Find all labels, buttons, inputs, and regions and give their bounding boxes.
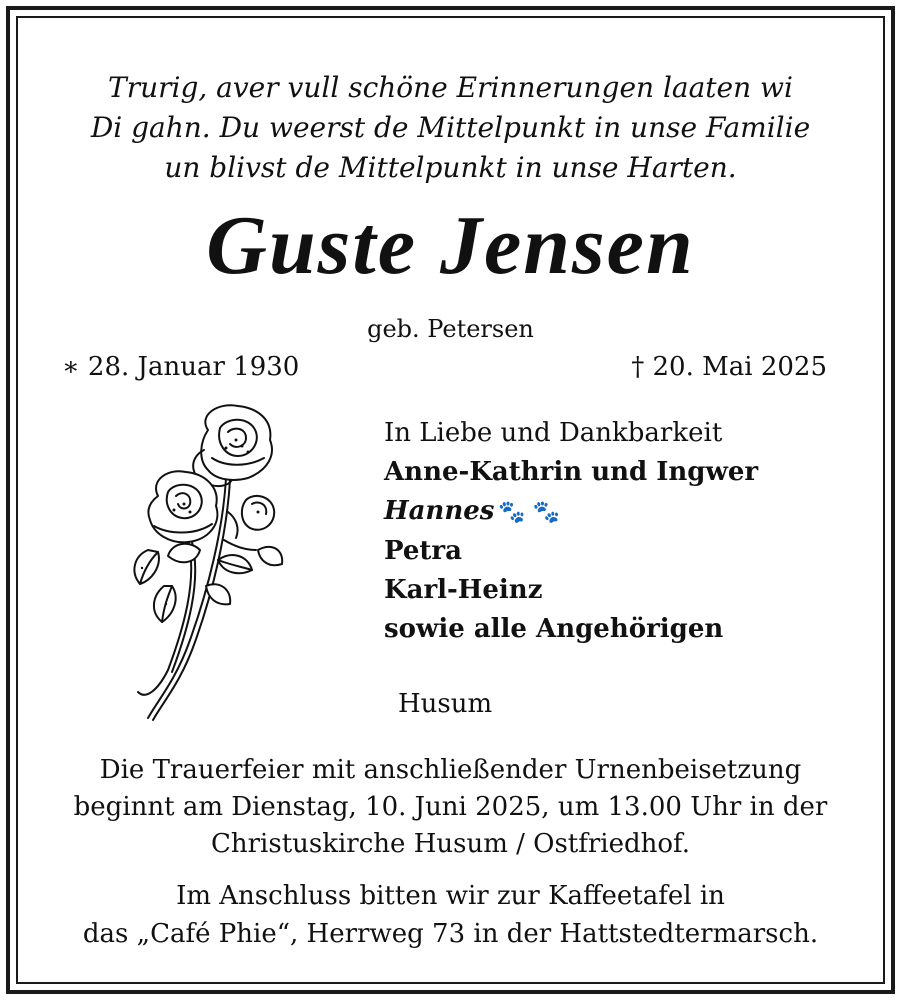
intro-verse	[0, 68, 901, 188]
paw-prints-icon: 🐾 🐾	[498, 500, 561, 525]
service-line: Die Trauerfeier mit anschließender Urnenbeisetzung	[99, 755, 802, 785]
maiden-name: geb. Petersen	[367, 315, 534, 343]
service-line: beginnt am Dienstag, 10. Juni 2025, um 13.00 Uhr in der	[73, 792, 828, 822]
place: Husum	[398, 689, 493, 719]
intro-line: Trurig, aver vull schöne Erinnerungen laaten wi	[108, 71, 793, 104]
mourner-line: Anne-Kathrin und Ingwer	[384, 457, 759, 487]
mourners-list	[384, 414, 758, 649]
mourner-line: sowie alle Angehörigen	[384, 614, 724, 644]
reception-line: das „Café Phie“, Herrweg 73 in der Hattstedtermarsch.	[82, 919, 819, 949]
mourner-pet-name: Hannes	[384, 496, 495, 526]
mourner-pet-line	[384, 492, 758, 532]
mourners-intro: In Liebe und Dankbarkeit	[384, 418, 723, 448]
birth-date: ∗ 28. Januar 1930	[62, 352, 300, 382]
service-line: Christuskirche Husum / Ostfriedhof.	[210, 829, 691, 859]
reception-info	[0, 877, 901, 953]
rose-illustration	[128, 400, 288, 725]
mourner-line: Petra	[384, 536, 462, 566]
reception-line: Im Anschluss bitten wir zur Kaffeetafel in	[176, 881, 725, 911]
intro-line: un blivst de Mittelpunkt in unse Harten.	[164, 151, 737, 184]
mourner-line: Karl-Heinz	[384, 575, 543, 605]
death-date: † 20. Mai 2025	[631, 352, 827, 382]
deceased-name: Guste Jensen	[206, 199, 695, 292]
service-info	[0, 752, 901, 863]
intro-line: Di gahn. Du weerst de Mittelpunkt in unse Familie	[90, 111, 811, 144]
